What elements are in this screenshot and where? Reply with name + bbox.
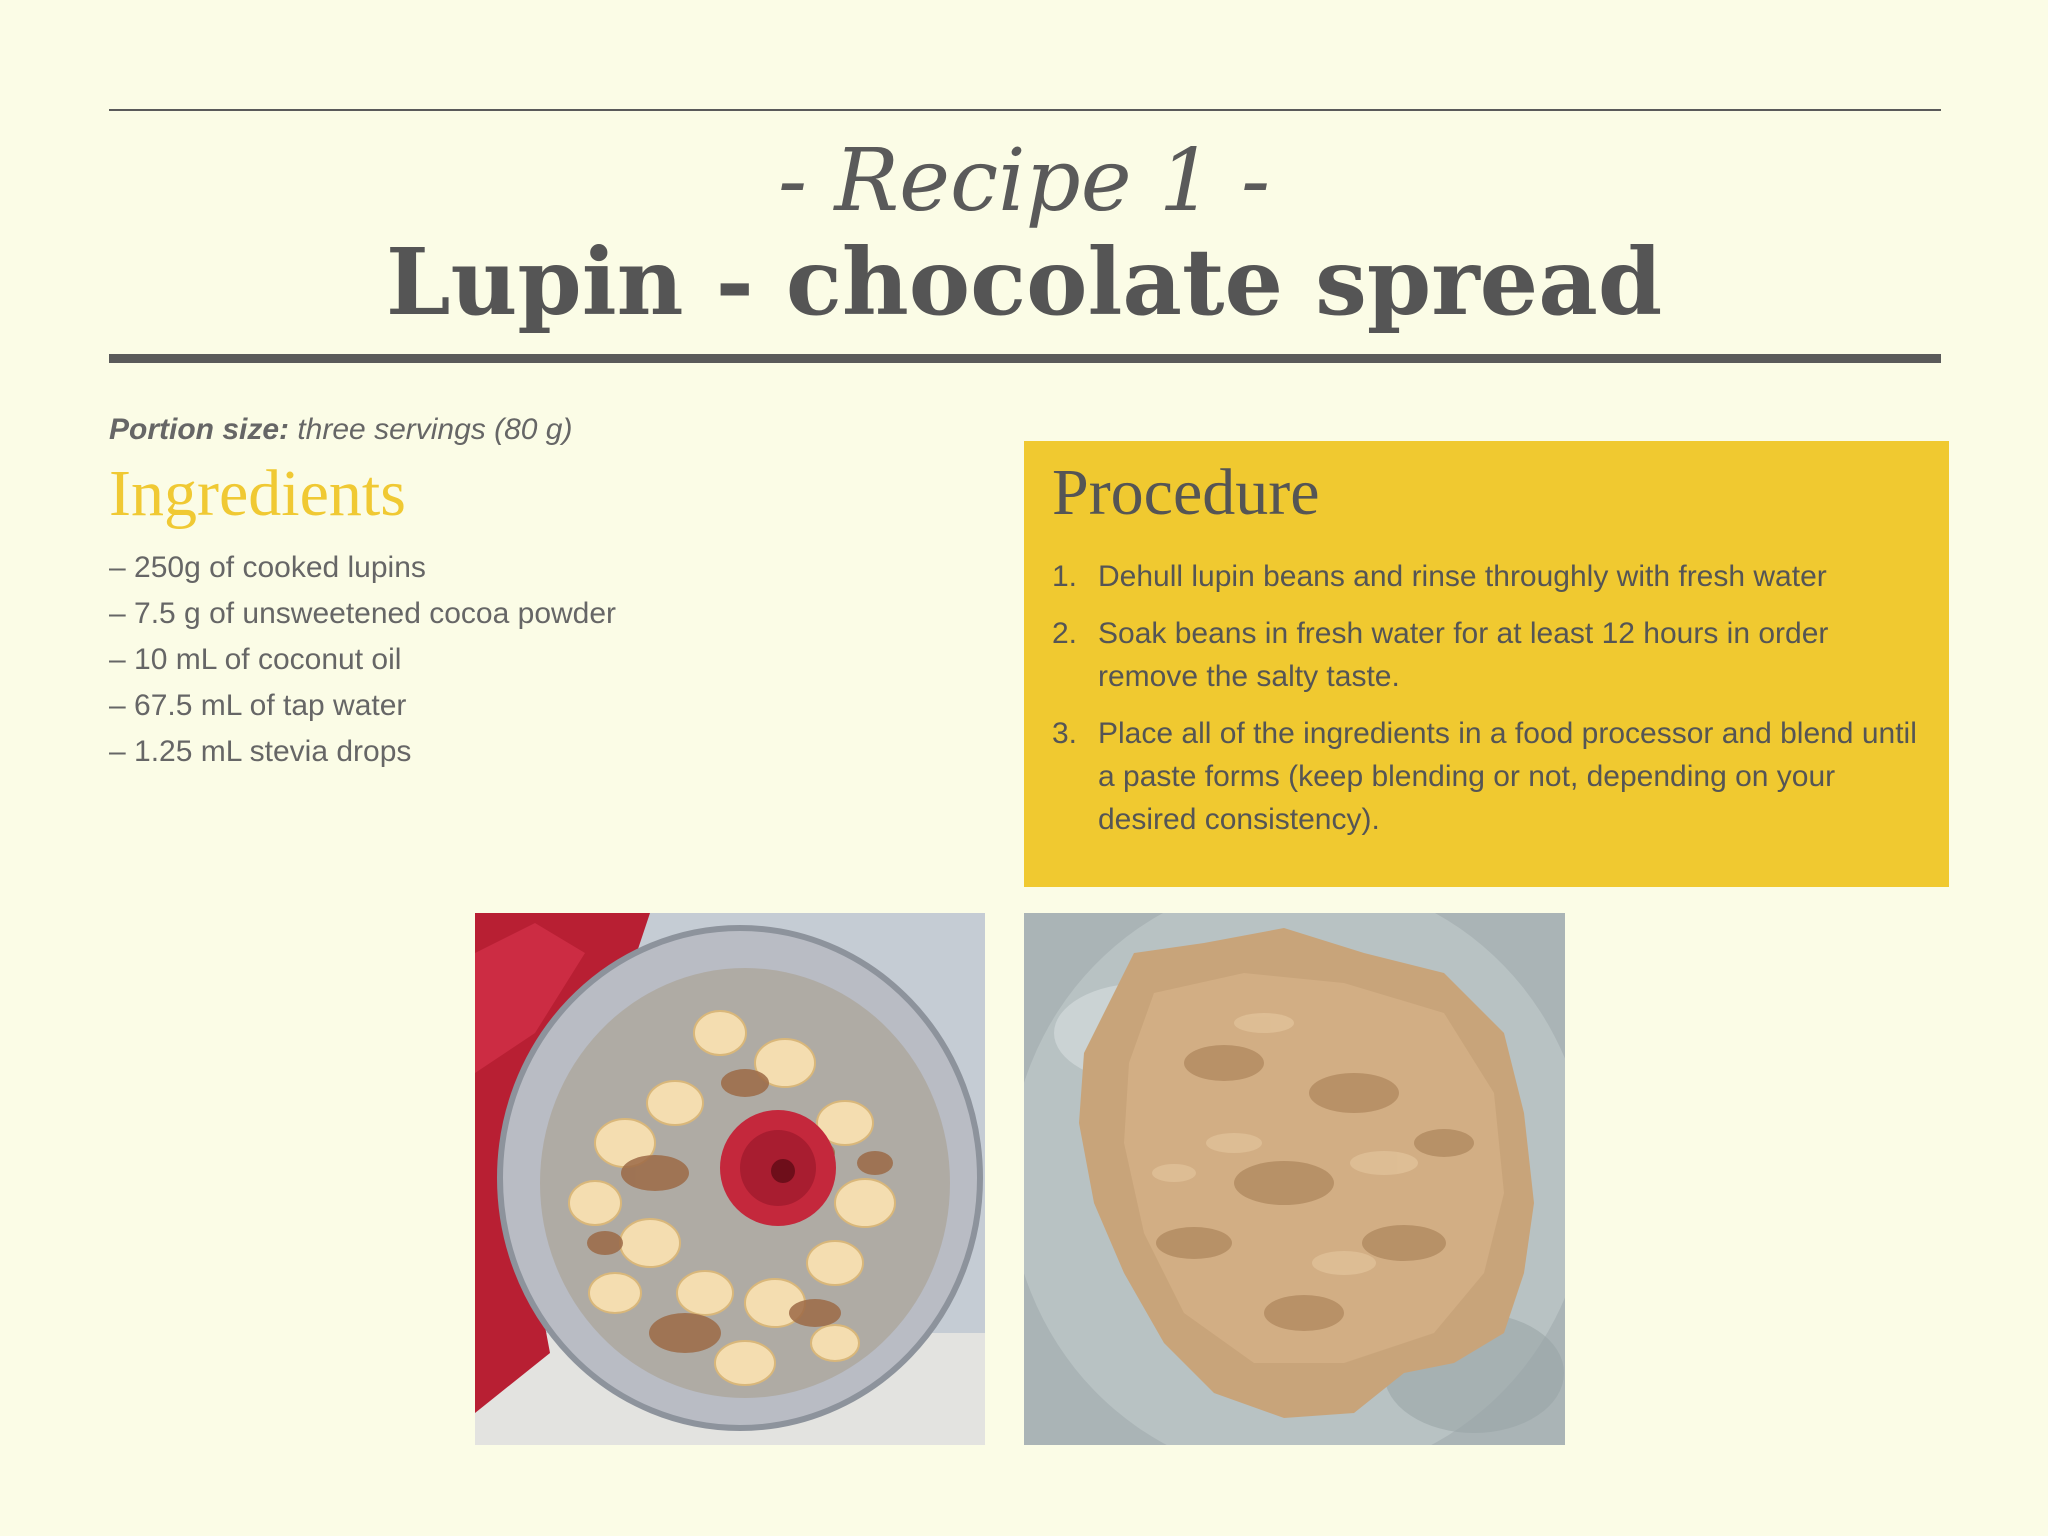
ingredient-item: – 1.25 mL stevia drops bbox=[109, 735, 412, 768]
ingredient-item: – 7.5 g of unsweetened cocoa powder bbox=[109, 597, 617, 630]
procedure-step bbox=[1052, 555, 1922, 598]
procedure-step bbox=[1052, 712, 1922, 841]
procedure-step-number: 2. bbox=[1052, 617, 1078, 650]
portion-size bbox=[109, 410, 572, 450]
procedure-step-text: Soak beans in fresh water for at least 12 hours in order remove the salty taste. bbox=[1098, 617, 1829, 693]
ingredient-item: – 10 mL of coconut oil bbox=[109, 643, 402, 676]
recipe-number: - Recipe 1 - bbox=[777, 131, 1271, 231]
procedure-step-number: 1. bbox=[1052, 560, 1078, 593]
ingredient-item: – 250g of cooked lupins bbox=[109, 551, 426, 584]
procedure-heading: Procedure bbox=[1052, 456, 1320, 529]
procedure-step-text: Place all of the ingredients in a food processor and blend until a paste forms (keep blending or not, depending on your desired consistency). bbox=[1098, 717, 1917, 836]
chocolate-spread-photo bbox=[1024, 913, 1565, 1445]
procedure-step-number: 3. bbox=[1052, 717, 1078, 750]
procedure-step bbox=[1052, 612, 1922, 698]
procedure-step-text: Dehull lupin beans and rinse throughly with fresh water bbox=[1098, 560, 1827, 593]
food-processor-photo bbox=[475, 913, 985, 1445]
ingredient-item: – 67.5 mL of tap water bbox=[109, 689, 407, 722]
portion-size-value: three servings (80 g) bbox=[289, 413, 573, 446]
ingredients-heading: Ingredients bbox=[109, 457, 406, 530]
top-divider bbox=[109, 109, 1941, 111]
chocolate-spread-illustration bbox=[1024, 913, 1565, 1445]
ingredients-list bbox=[109, 545, 616, 775]
food-processor-illustration bbox=[475, 913, 985, 1445]
title-underline bbox=[109, 354, 1941, 363]
procedure-box bbox=[1024, 441, 1949, 887]
portion-size-label: Portion size: bbox=[109, 413, 290, 446]
procedure-list bbox=[1052, 555, 1922, 855]
recipe-title: Lupin - chocolate spread bbox=[385, 228, 1663, 336]
